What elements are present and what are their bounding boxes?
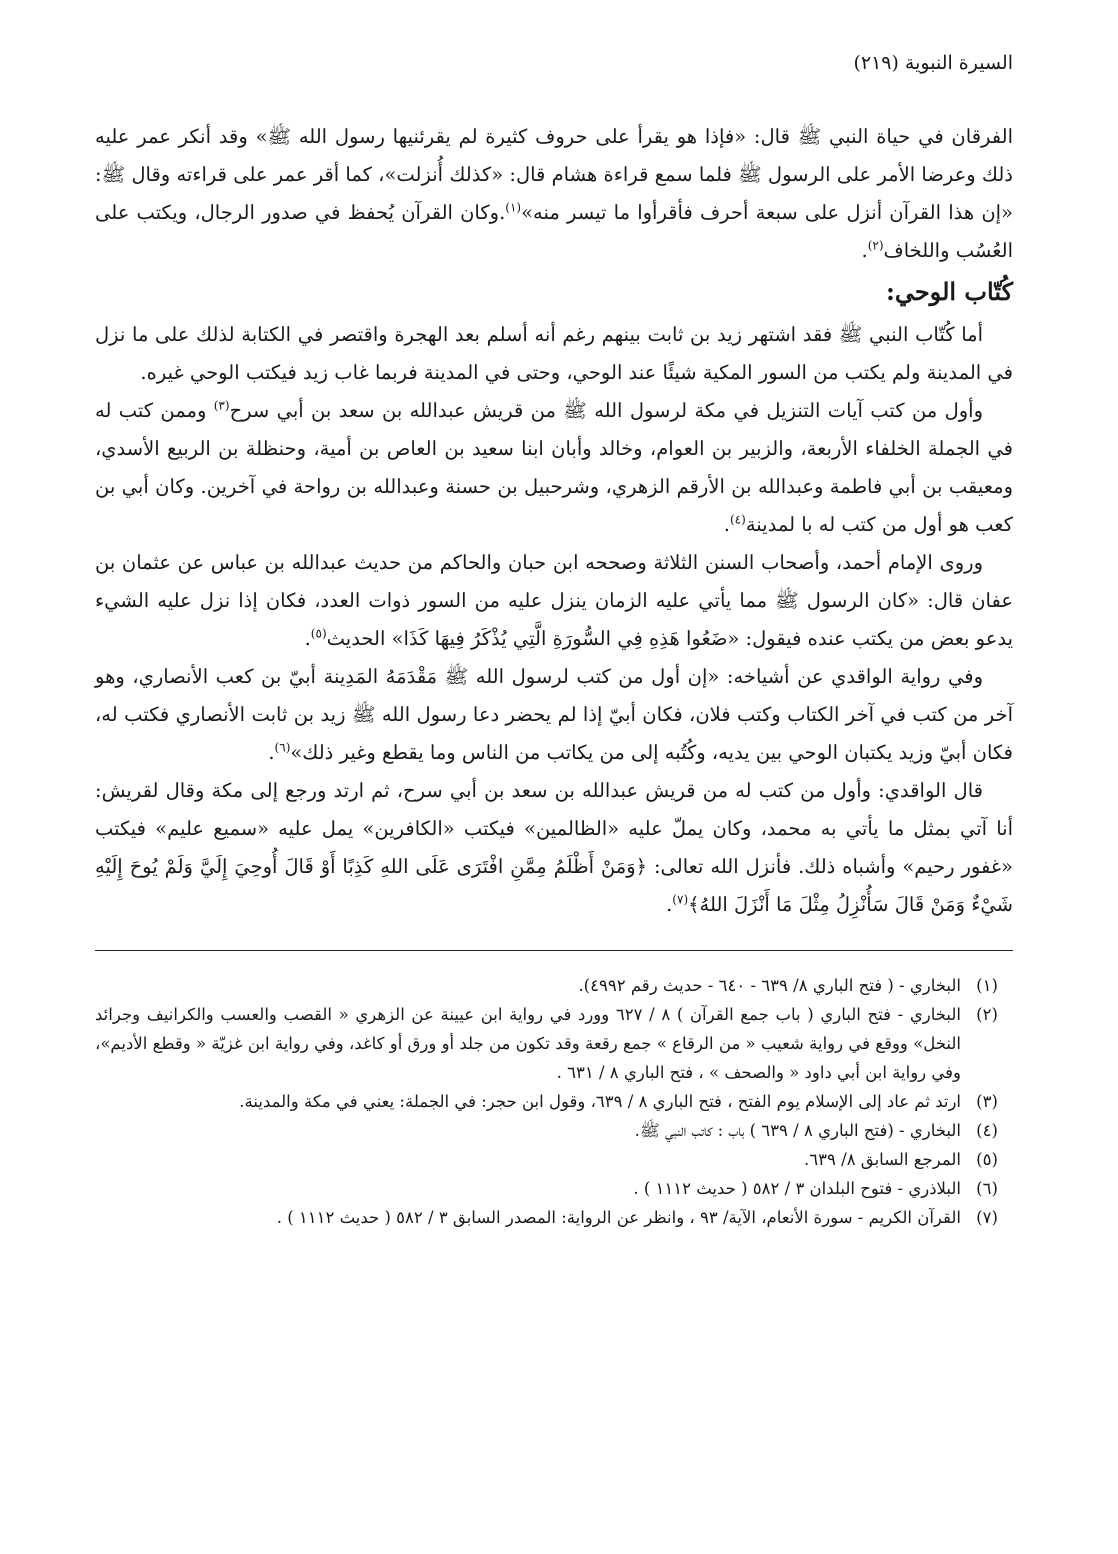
- paragraph-first-scribe: وأول من كتب آيات التنزيل في مكة لرسول الله ﷺ من قريش عبدالله بن سعد بن أبي سرح$^{(٣)}$ وممن كتب له في الجملة الخلفاء الأربعة، والزبير بن العوام، وخالد وأبان ابنا سعيد بن العاص بن أمية، وحنظلة بن الربيع الأسدي، ومعيقب بن أبي فاطمة وعبدالله بن الأرقم الزهري، وشرحبيل بن حسنة وعبدالله بن رواحة في آخرين. وكان أبي بن كعب هو أول من كتب له با لمدينة$^{(٤)}$.: [95, 398, 1013, 536]
- footnote-ref: (١): [505, 200, 522, 215]
- main-text: [95, 118, 1013, 924]
- running-header: السيرة النبوية (٢١٩): [853, 52, 1013, 74]
- footnote-ref: (٦): [274, 740, 291, 755]
- footnote-text: البخاري - ( فتح الباري ٨/ ٦٣٩ - ٦٤٠ - حديث رقم ٤٩٩٢).: [578, 976, 961, 995]
- footnote-text: البخاري - (فتح الباري ٨ / ٦٣٩ ) باب : كاتب النبي ﷺ.: [634, 1121, 961, 1140]
- footnote-item: [95, 1203, 1013, 1232]
- footnote-text: البخاري - فتح الباري ( باب جمع القرآن ) ٨ / ٦٢٧ وورد في رواية ابن عيينة عن الزهري « القصب والعسب والكرانيف وجرائد النخل» ووقع في رواية شعيب « من الرقاع » جمع رقعة وقد تكون من جلد أو ورق أو كاغد، وفي رواية ابن غزيّة « وقطع الأديم»، وفي رواية ابن أبي داود « والصحف » ، فتح الباري ٨ / ٦٣١ .: [95, 1005, 961, 1082]
- footnote-item: [95, 1116, 1013, 1145]
- paragraph-waqidi-quote: قال الواقدي: وأول من كتب له من قريش عبدالله بن سعد بن أبي سرح، ثم ارتد ورجع إلى مكة وقال لقريش: أنا آتي بمثل ما يأتي به محمد، وكان يملّ عليه «الظالمين» فيكتب «الكافرين» يمل عليه «سميع عليم» فيكتب «غفور رحيم» وأشباه ذلك. فأنزل الله تعالى: ﴿وَمَنْ أَظْلَمُ مِمَّنِ افْتَرَى عَلَى اللهِ كَذِبًا أَوْ قَالَ أُوحِيَ إِلَيَّ وَلَمْ يُوحَ إِلَيْهِ شَيْءٌ وَمَنْ قَالَ سَأُنْزِلُ مِثْلَ مَا أَنْزَلَ اللهُ﴾$^{(٧)}$.: [95, 779, 1013, 916]
- footnote-ref: (٥): [310, 626, 327, 641]
- footnote-divider: [95, 950, 1013, 951]
- footnote-text: ارتد ثم عاد إلى الإسلام يوم الفتح ، فتح الباري ٨ / ٦٣٩، وقول ابن حجر: في الجملة: يعني في مكة والمدينة.: [239, 1092, 961, 1111]
- footnote-number: (٢): [976, 1005, 998, 1024]
- footnote-number: (١): [976, 976, 998, 995]
- footnote-number: (٣): [976, 1092, 998, 1111]
- paragraph-quran-recitation: الفرقان في حياة النبي ﷺ قال: «فإذا هو يقرأ على حروف كثيرة لم يقرئنيها رسول الله ﷺ» وقد أنكر عمر عليه ذلك وعرضا الأمر على الرسول ﷺ فلما سمع قراءة هشام قال: «كذلك أُنزلت»، كما أقر عمر على قراءته وقال ﷺ: «إن هذا القرآن أنزل على سبعة أحرف فأقرأوا ما تيسر منه»$^{(١)}$.وكان القرآن يُحفظ في صدور الرجال، ويكتب على العُسُب واللخاف$^{(٢)}$.: [95, 125, 1013, 262]
- footnote-text: البلاذري - فتوح البلدان ٣ / ٥٨٢ ( حديث ١١١٢ ) .: [633, 1179, 961, 1198]
- footnote-item: [95, 1087, 1013, 1116]
- footnote-ref: (٧): [672, 892, 689, 907]
- footnote-text: المرجع السابق ٨/ ٦٣٩.: [804, 1150, 961, 1169]
- section-heading: كُتّاب الوحي:: [885, 277, 1013, 306]
- footnote-number: (٤): [976, 1121, 998, 1140]
- paragraph-scribes: أما كُتّاب النبي ﷺ فقد اشتهر زيد بن ثابت بينهم رغم أنه أسلم بعد الهجرة واقتصر في الكتابة لذلك على ما نزل في المدينة ولم يكتب من السور المكية شيئًا عند الوحي، وحتى في المدينة فربما غاب زيد فيكتب الوحي غيره.: [95, 323, 1013, 384]
- footnote-number: (٧): [976, 1208, 998, 1227]
- footnote-item: [95, 1145, 1013, 1174]
- book-page: [95, 48, 1013, 1518]
- footnote-ref: (٣): [213, 398, 230, 413]
- paragraph-ahmad-narration: وروى الإمام أحمد، وأصحاب السنن الثلاثة وصححه ابن حبان والحاكم من حديث عبدالله بن عباس عن عثمان بن عفان قال: «كان الرسول ﷺ مما يأتي عليه الزمان ينزل عليه من السور ذوات العدد، فكان إذا نزل عليه الشيء يدعو بعض من يكتب عنده فيقول: «ضَعُوا هَذِهِ فِي السُّورَةِ الَّتِي يُذْكَرُ فِيهَا كَذَا» الحديث$^{(٥)}$.: [95, 551, 1013, 650]
- footnote-item: [95, 1000, 1013, 1087]
- footnote-number: (٦): [976, 1179, 998, 1198]
- footnote-item: [95, 1174, 1013, 1203]
- footnote-ref: (٤): [729, 512, 746, 527]
- paragraph-waqidi-narration: وفي رواية الواقدي عن أشياخه: «إن أول من كتب لرسول الله ﷺ مَقْدَمَهُ المَدِينة أبيّ بن كعب الأنصاري، وهو آخر من كتب في آخر الكتاب وكتب فلان، فكان أبيّ إذا لم يحضر دعا رسول الله ﷺ زيد بن ثابت الأنصاري فكتب له، فكان أبيّ وزيد يكتبان الوحي بين يديه، وكُتُبه إلى من يكاتب من الناس وما يقطع وغير ذلك»$^{(٦)}$.: [95, 665, 1013, 764]
- footnote-number: (٥): [976, 1150, 998, 1169]
- footnote-item: [95, 971, 1013, 1000]
- footnotes-list: [95, 971, 1013, 1232]
- footnote-ref: (٢): [867, 238, 884, 253]
- footnote-text: القرآن الكريم - سورة الأنعام، الآية/ ٩٣ ، وانظر عن الرواية: المصدر السابق ٣ / ٥٨٢ ( حديث ١١١٢ ) .: [276, 1208, 961, 1227]
